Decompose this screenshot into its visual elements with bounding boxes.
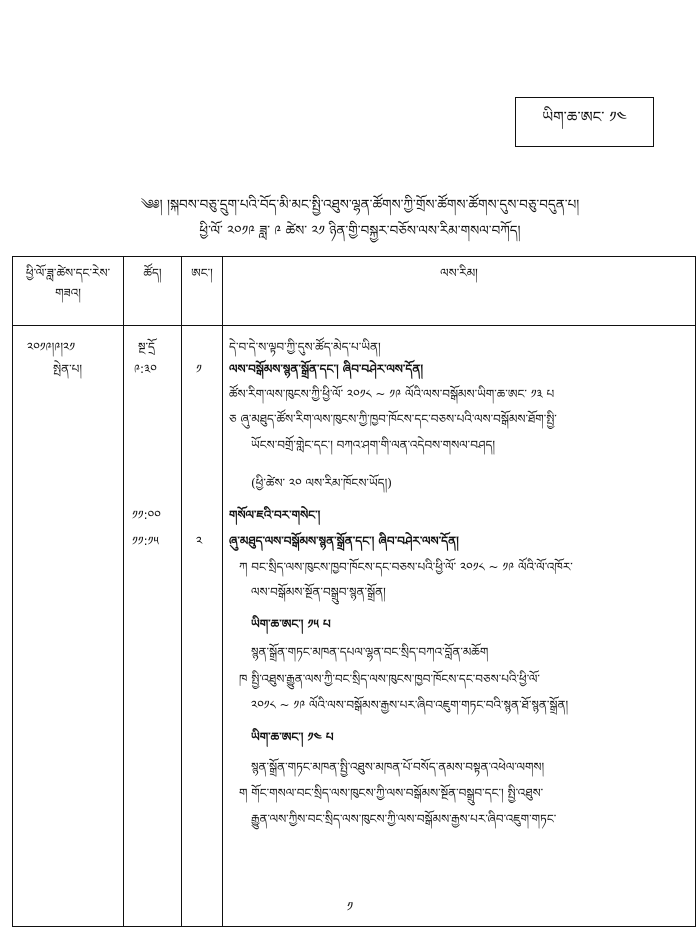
title-line-1: ༄༅། །སྐབས་བཅུ་དྲུག་པའི་བོད་མི་མང་སྤྱི་འཐུས་ལྷན་ཚོགས་ཀྱི་གྲོས་ཚོགས་ཚོགས་དུས་བཅུ་བདུན་པ། bbox=[140, 197, 580, 213]
agenda-line: ཁ སྤྱི་འཐུས་རྒྱུན་ལས་ཀྱི་བང་སྲིད་ལས་ཁུངས་ཁྱབ་ཁོངས་དང་བཅས་པའི་ཕྱི་ལོ་ bbox=[239, 672, 540, 686]
document-number: ཡིག་ཆ་ཨང་ ༡༤ bbox=[542, 108, 627, 126]
agenda-doc-number: ཡིག་ཆ་ཨང་། ༡༤ པ bbox=[251, 730, 334, 744]
date-cell bbox=[13, 326, 124, 927]
agenda-line: ༢༠༡༨ ~ ༡༩ ལོའི་ལས་བསྒོམས་རྒྱས་པར་ཞིབ་འཇུག་གཏང་བའི་སྙན་ཐོ་སྙན་སྒྲོན། bbox=[251, 698, 569, 712]
schedule-table bbox=[12, 256, 696, 927]
item-number-2: ༢ bbox=[196, 534, 203, 548]
time-3: ༡༡:༡༥ bbox=[132, 534, 159, 548]
weekday: སྤེན་པ། bbox=[53, 362, 82, 376]
agenda-heading: ལས་བསྒོམས་སྙན་སྒྲོན་དང་། ཞིབ་བཤེར་ལས་དོན། bbox=[229, 362, 424, 376]
agenda-doc-number: ཡིག་ཆ་ཨང་། ༡༥ པ bbox=[251, 617, 331, 631]
agenda-heading: ཞུ་མཐུད་ལས་བསྒོམས་སྙན་སྒྲོན་དང་། ཞིབ་བཤེར་ལས་དོན། bbox=[229, 534, 459, 548]
agenda-line: རྒྱུན་ལས་ཀྱིས་བང་སྲིད་ལས་ཁུངས་ཀྱི་ལས་བསྒོམས་རྒྱས་པར་ཞིབ་འཇུག་གཏང་ bbox=[251, 812, 557, 826]
agenda-line: ཡོངས་བགྲོ་གླེང་དང་། བཀའ་ཤག་གི་ལན་འདེབས་གསལ་བཤད། bbox=[251, 438, 496, 452]
number-cell bbox=[182, 326, 223, 927]
time-1: ༩:༣༠ bbox=[134, 362, 157, 376]
agenda-line: དེ་བ་དེ་ས་ལྟབ་ཀྱི་དུས་ཚོད་མེད་པ་ཡིན། bbox=[229, 340, 381, 354]
agenda-line: ཚོས་རིག་ལས་ཁུངས་ཀྱི་ཕྱི་ལོ་ ༢༠༡༨ ~ ༡༩ ལོའི་ལས་བསྒོམས་ཡིག་ཆ་ཨང་ ༡༣ པ bbox=[229, 387, 555, 401]
time-2: ༡༡:༠༠ bbox=[132, 508, 161, 522]
header-time: ཚོད། bbox=[124, 257, 182, 326]
agenda-line: (ཕྱི་ཚེས་ ༢༠ ལས་རིམ་ཁོངས་ཡོད།) bbox=[251, 476, 392, 490]
agenda-cell bbox=[223, 326, 696, 927]
table-row bbox=[13, 326, 696, 927]
agenda-line: སྙན་སྒྲོན་གཏང་མཁན་དཔལ་ལྷན་བང་སྲིད་བཀའ་བློན་མཆོག bbox=[251, 645, 489, 659]
agenda-heading: གསོལ་ཇའི་བར་གསེང་། bbox=[229, 508, 321, 522]
document-number-box bbox=[515, 97, 654, 147]
header-date: ཕྱི་ལོ་ཟླ་ཚེས་དང་རེས་གཟའ། bbox=[13, 257, 124, 326]
date-value: ༢༠༡༩།༩།༢༡ bbox=[27, 340, 76, 354]
title-line-2: ཕྱི་ལོ་ ༢༠༡༩ ཟླ་ ༩ ཚེས་ ༢༡ ཉིན་གྱི་བསྐྱར་བཅོས་ལས་རིམ་གསལ་བཀོད། bbox=[199, 223, 521, 239]
table-header-row bbox=[13, 257, 696, 326]
header-agenda: ལས་རིམ། bbox=[223, 257, 696, 326]
agenda-line: ལས་བསྒོམས་སྔོན་བསྒྲུབ་སྙན་སྒྲོན། bbox=[251, 585, 386, 599]
agenda-line: སྙན་སྒྲོན་གཏང་མཁན་སྤྱི་འཐུས་མཁན་པོ་བསོད་ནམས་བསྟན་འཕེལ་ལགས། bbox=[251, 760, 545, 774]
time-cell bbox=[124, 326, 182, 927]
page-number: ༡ bbox=[346, 900, 354, 915]
agenda-line: ཅ ཞུ་མཐུད་ཚོས་རིག་ལས་ཁུངས་ཀྱི་ཁྱབ་ཁོངས་དང་བཅས་པའི་ལས་བསྒོམས་ཐོག་སྤྱི་ bbox=[229, 412, 557, 426]
agenda-line: ཀ བང་སྲིད་ལས་ཁུངས་ཁྱབ་ཁོངས་དང་བཅས་པའི་ཕྱི་ལོ་ ༢༠༡༨ ~ ༡༩ ལོའི་ལོ་འཁོར་ bbox=[239, 560, 573, 574]
agenda-line: ག གོང་གསལ་བང་སྲིད་ལས་ཁུངས་ཀྱི་ལས་བསྒོམས་སྔོན་བསྒྲུབ་དང་། སྤྱི་འཐུས་ bbox=[239, 786, 544, 800]
header-number: ཨང་། bbox=[182, 257, 223, 326]
item-number-1: ༡ bbox=[196, 362, 202, 376]
time-label: སྔ་དྲོ bbox=[138, 340, 155, 354]
